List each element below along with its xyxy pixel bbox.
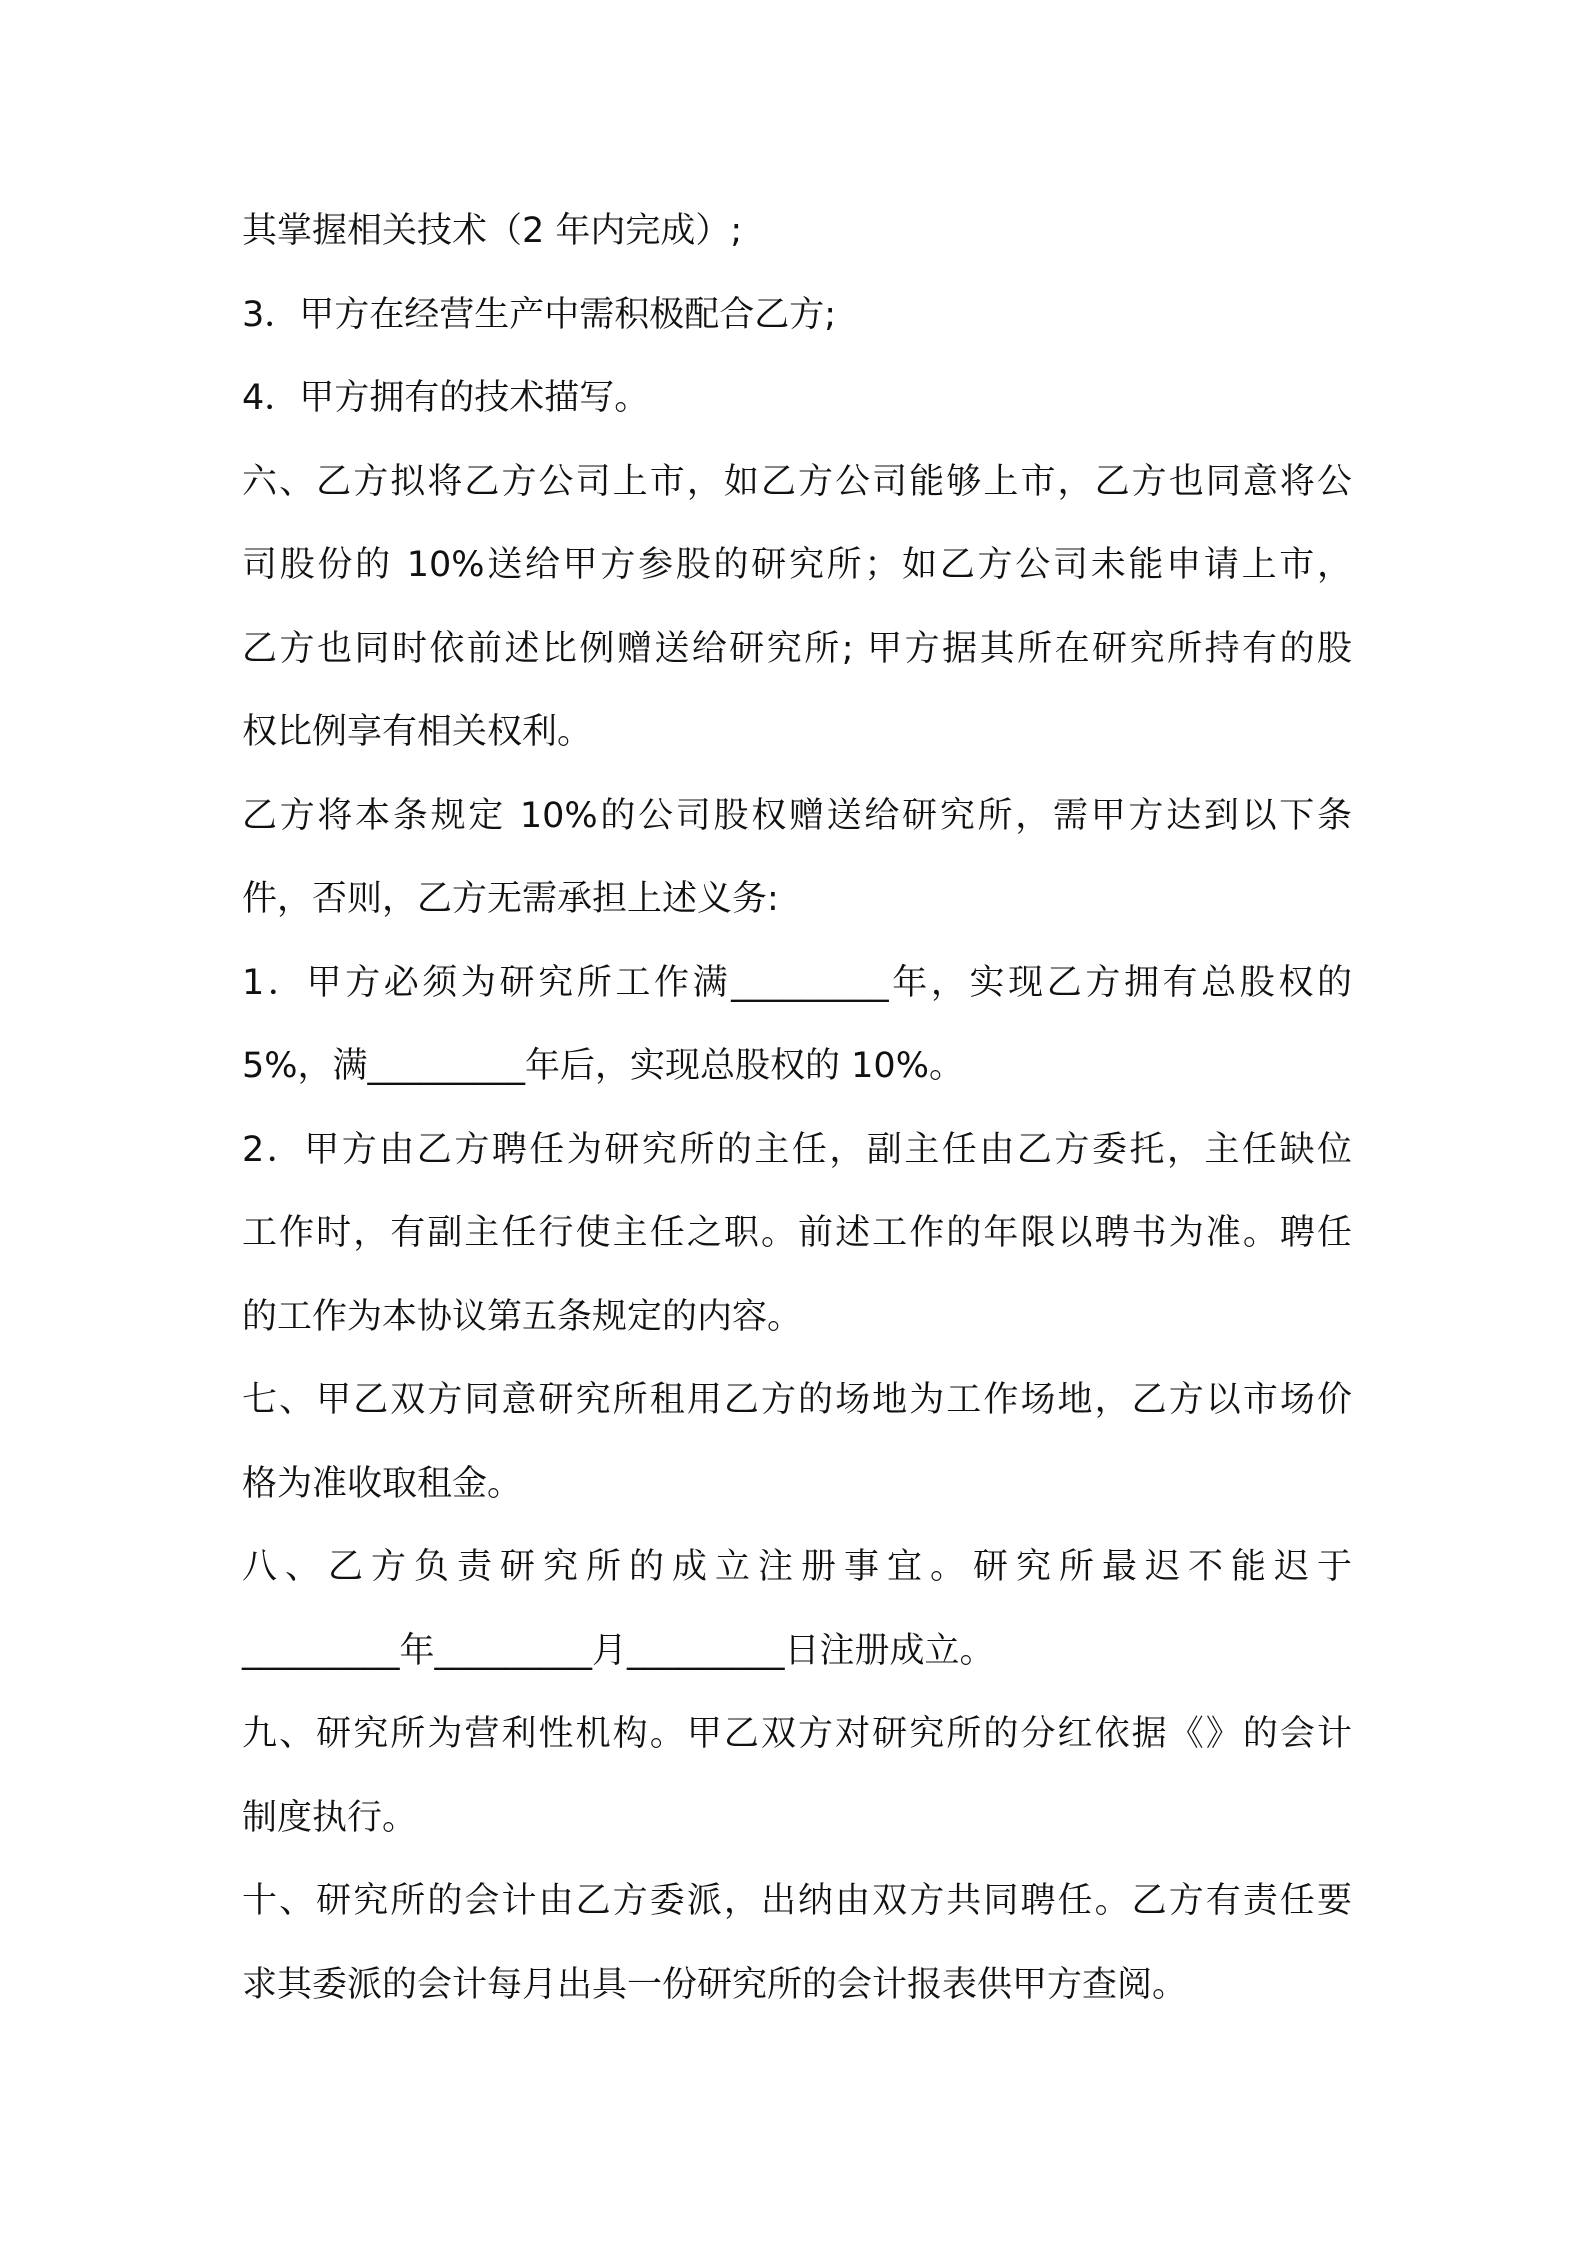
text-line-4: 六、乙方拟将乙方公司上市，如乙方公司能够上市，乙方也同意将公 [242,461,1352,502]
text-line-18: _________年_________月_________日注册成立。 [242,1630,995,1671]
text-line-13: 工作时，有副主任行使主任之职。前述工作的年限以聘书为准。聘任 [242,1213,1352,1253]
text-line-11: 5%，满_________年后，实现总股权的 10%。 [242,1046,964,1086]
text-line-21: 十、研究所的会计由乙方委派，出纳由双方共同聘任。乙方有责任要 [242,1881,1352,1921]
text-line-6: 乙方也同时依前述比例赠送给研究所; 甲方据其所在研究所持有的股 [242,628,1352,669]
text-line-12: 2．甲方由乙方聘任为研究所的主任，副主任由乙方委托，主任缺位 [242,1129,1352,1170]
text-line-20: 制度执行。 [242,1797,418,1838]
text-line-2: 3．甲方在经营生产中需积极配合乙方; [242,294,837,335]
text-line-22: 求其委派的会计每月出具一份研究所的会计报表供甲方查阅。 [242,1964,1188,2005]
text-line-8: 乙方将本条规定 10%的公司股权赠送给研究所，需甲方达到以下条 [242,795,1352,836]
text-line-7: 权比例享有相关权利。 [242,712,593,752]
text-line-3: 4．甲方拥有的技术描写。 [242,378,650,418]
text-line-1: 其掌握相关技术（2 年内完成）; [242,211,743,251]
text-line-19: 九、研究所为营利性机构。甲乙双方对研究所的分红依据《》的会计 [242,1714,1352,1754]
text-line-5: 司股份的 10%送给甲方参股的研究所；如乙方公司未能申请上市， [242,545,1352,585]
document-body [242,190,1352,2027]
text-line-17: 八、乙方负责研究所的成立注册事宜。研究所最迟不能迟于 [242,1547,1352,1587]
text-line-9: 件，否则，乙方无需承担上述义务: [242,879,779,919]
text-line-10: 1．甲方必须为研究所工作满_________年，实现乙方拥有总股权的 [242,962,1352,1003]
text-line-14: 的工作为本协议第五条规定的内容。 [242,1296,803,1337]
text-line-16: 格为准收取租金。 [242,1463,523,1504]
text-line-15: 七、甲乙双方同意研究所租用乙方的场地为工作场地，乙方以市场价 [242,1380,1352,1420]
